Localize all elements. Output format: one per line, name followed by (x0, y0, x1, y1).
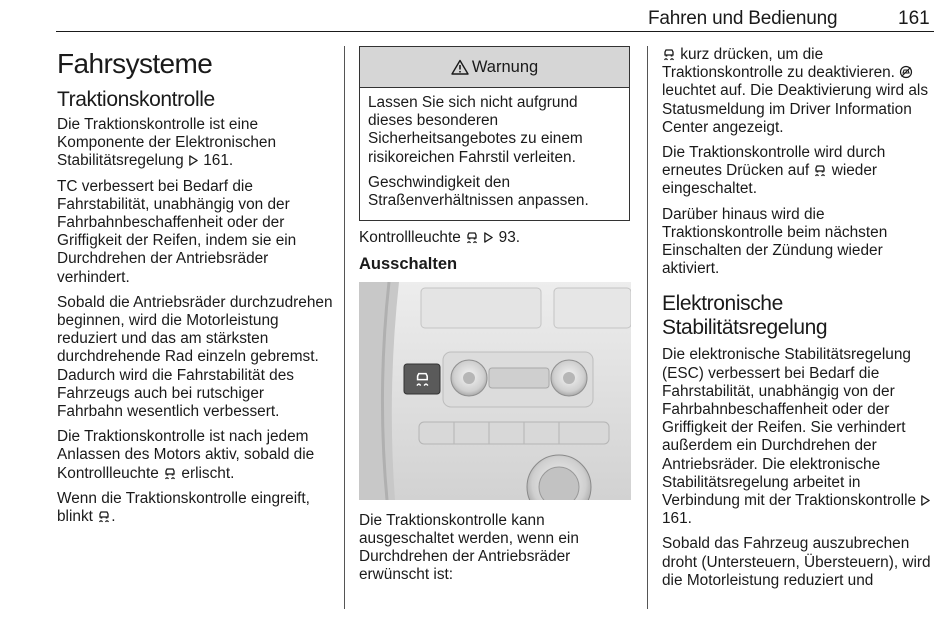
column-divider (647, 46, 648, 609)
paragraph: Darüber hinaus wird die Traktionskontrolle beim nächsten Einschalten der Zündung wieder aktiviert. (662, 205, 888, 278)
paragraph: Kontrollleuchte 93. (359, 229, 521, 247)
paragraph: kurz drücken, um die Traktionskontrolle zu deaktivieren. leuchtet auf. Die Deaktivierung wird als Statusmeldung im Driver Information Center angezeigt. (662, 46, 929, 136)
paragraph: Die elektronische Stabilitätsregelung (ESC) verbessert bei Bedarf die Fahrstabilität, unabhängig von der Fahrbahnbeschaffenheit oder der Griffigkeit der Reifen. Sie verhindert außerdem ein Durchdrehen der Antriebsräder. Die elektronische Stabilitätsregelung arbeitet in Verbindung mit der Traktionskontrolle 161. (662, 346, 940, 528)
column-1 (57, 46, 334, 533)
page-header (0, 0, 950, 32)
page-reference-icon (920, 494, 931, 507)
page-title: Fahrsysteme (57, 48, 213, 79)
warning-title: Warnung (471, 57, 539, 76)
traction-control-off-icon (899, 65, 913, 79)
warning-paragraph: Geschwindigkeit den Straßenverhältnissen anpassen. (368, 173, 589, 210)
column-2 (359, 46, 634, 591)
warning-body (360, 88, 629, 220)
header-rule (56, 31, 934, 32)
traction-control-icon (163, 466, 177, 480)
section-heading: Traktionskontrolle (57, 88, 215, 111)
warning-paragraph: Lassen Sie sich nicht aufgrund dieses besonderen Sicherheitsangebotes zu einem risikoreichen Fahrstil verleiten. (368, 94, 583, 166)
section-title: Fahren und Bedienung (648, 8, 838, 29)
column-3 (662, 46, 940, 597)
traction-control-icon (813, 163, 827, 177)
console-illustration (359, 282, 631, 500)
traction-control-icon (465, 230, 479, 244)
warning-triangle-icon (451, 59, 469, 75)
warning-box (359, 46, 630, 221)
paragraph: Sobald die Antriebsräder durchzudrehen beginnen, wird die Motorleistung reduziert und das am stärksten durchdrehende Rad einzeln gebremst. Dadurch wird die Fahrstabilität des Fahrzeugs auch bei rutschiger Fahrbahn wesentlich verbessert. (57, 293, 333, 421)
paragraph: TC verbessert bei Bedarf die Fahrstabilität, unabhängig von der Fahrbahnbeschaffenheit oder der Griffigkeit der Reifen, indem sie ein Durchdrehen der Antriebsräder verhindert. (57, 177, 297, 286)
traction-control-icon (662, 47, 676, 61)
page-reference-icon (483, 231, 494, 244)
paragraph: Wenn die Traktionskontrolle eingreift, blinkt . (57, 489, 310, 526)
column-divider (344, 46, 345, 609)
paragraph: Die Traktionskontrolle ist eine Komponente der Elektronischen Stabilitätsregelung 161. (57, 116, 277, 170)
traction-control-icon (97, 509, 111, 523)
page-number: 161 (898, 8, 930, 29)
paragraph: Die Traktionskontrolle kann ausgeschaltet werden, wenn ein Durchdrehen der Antriebsräder erwünscht ist: (359, 511, 579, 584)
section-heading: Elektronische Stabilitätsregelung (662, 292, 828, 340)
paragraph: Sobald das Fahrzeug auszubrechen droht (Untersteuern, Übersteuern), wird die Motorleistung reduziert und (662, 535, 931, 589)
page-reference-icon (188, 154, 199, 167)
dashboard-photo (359, 282, 631, 500)
paragraph: Die Traktionskontrolle wird durch erneutes Drücken auf wieder eingeschaltet. (662, 144, 886, 198)
warning-header (360, 47, 629, 88)
subheading: Ausschalten (359, 255, 458, 274)
paragraph: Die Traktionskontrolle ist nach jedem Anlassen des Motors aktiv, sobald die Kontrollleuchte erlischt. (57, 428, 315, 482)
